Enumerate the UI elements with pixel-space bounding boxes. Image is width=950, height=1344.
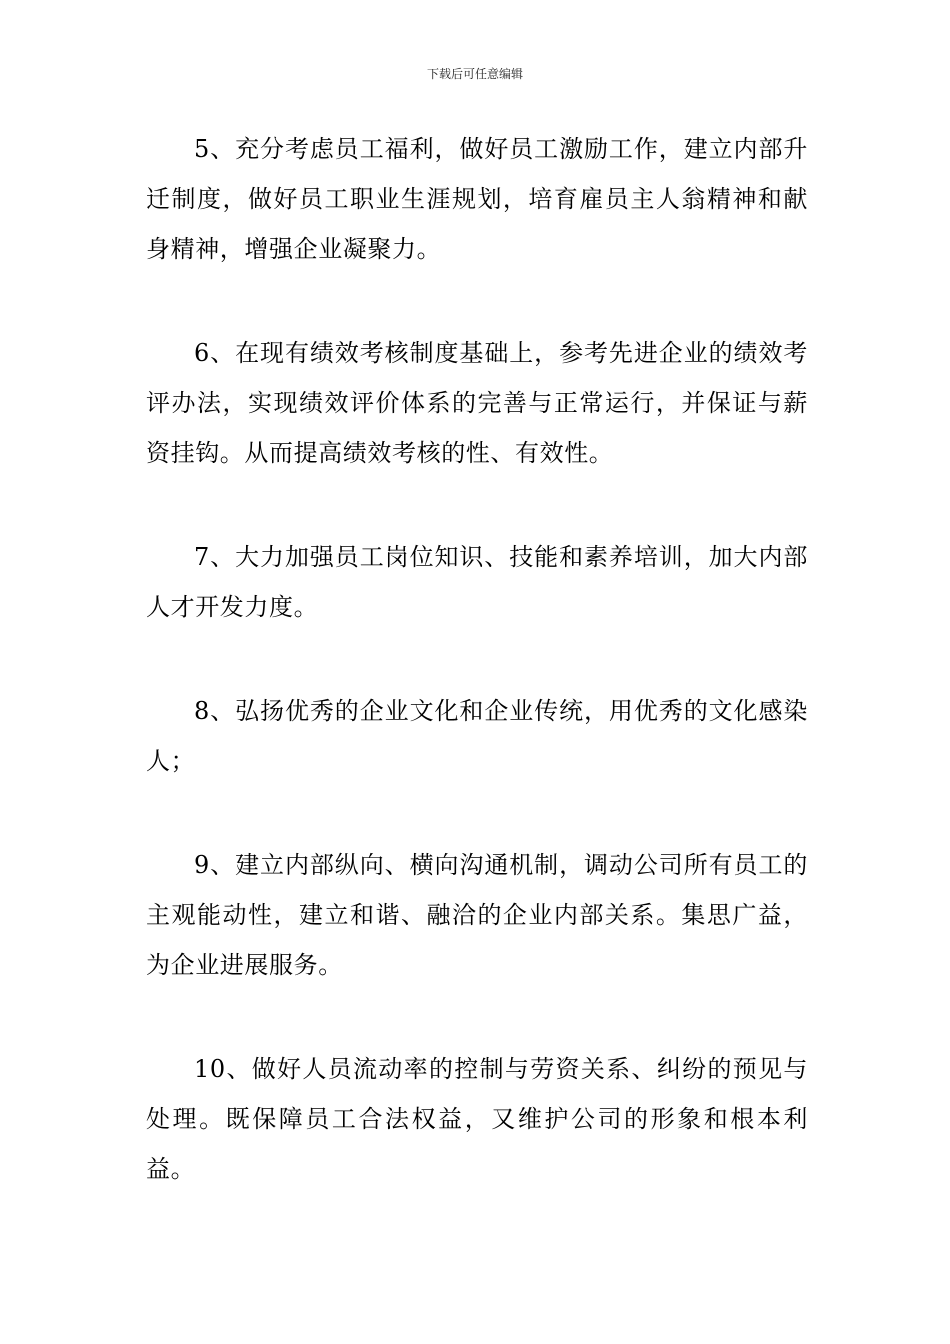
- paragraph-item-6: 6、在现有绩效考核制度基础上，参考先进企业的绩效考评办法，实现绩效评价体系的完善与正常运行，并保证与薪资挂钩。从而提高绩效考核的性、有效性。: [146, 339, 808, 467]
- page-header: 下载后可任意编辑: [426, 67, 523, 81]
- paragraph-item-9: 9、建立内部纵向、横向沟通机制，调动公司所有员工的主观能动性，建立和谐、融洽的企业内部关系。集思广益，为企业进展服务。: [146, 851, 808, 979]
- paragraph-item-8: 8、弘扬优秀的企业文化和企业传统，用优秀的文化感染人；: [146, 697, 808, 775]
- paragraph-item-10: 10、做好人员流动率的控制与劳资关系、纠纷的预见与处理。既保障员工合法权益，又维护公司的形象和根本利益。: [146, 1055, 808, 1183]
- document-body: [146, 124, 808, 1248]
- paragraph-item-7: 7、大力加强员工岗位知识、技能和素养培训，加大内部人才开发力度。: [146, 543, 808, 621]
- paragraph-item-5: 5、充分考虑员工福利，做好员工激励工作，建立内部升迁制度，做好员工职业生涯规划，培育雇员主人翁精神和献身精神，增强企业凝聚力。: [146, 135, 808, 263]
